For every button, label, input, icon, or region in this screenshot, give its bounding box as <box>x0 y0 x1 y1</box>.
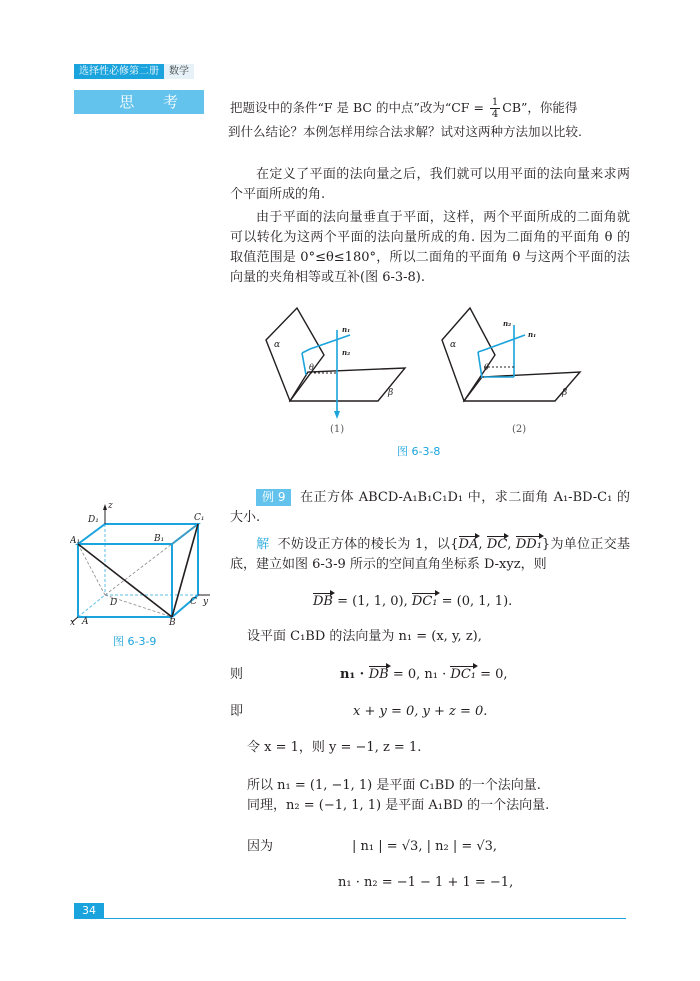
svg-text:n₁: n₁ <box>342 325 351 334</box>
svg-text:n₁: n₁ <box>528 330 537 339</box>
solve-text-b: }为单位正交基底，建立如图 6-3-9 所示的空间直角坐标系 D-xyz，则 <box>230 537 631 572</box>
svg-text:y: y <box>203 597 209 607</box>
think-line-2: 到什么结论？本例怎样用综合法求解？试对这两种方法加以比较. <box>228 124 582 139</box>
eq2-part-c: = 0, <box>476 667 508 682</box>
svg-text:D: D <box>110 598 118 608</box>
subject-label: 数学 <box>164 64 194 79</box>
paragraph-2: 由于平面的法向量垂直于平面，这样，两个平面所成的二面角就可以转化为这两个平面的法向量所成的角. 因为二面角的平面角 θ 的取值范围是 0°≤θ≤180°，所以二面角的平面角 θ 与这两个平面的法向量的夹角相等或互补(图 6-3-8). <box>230 210 630 285</box>
svg-text:n₂: n₂ <box>503 319 512 328</box>
book-header-tag <box>74 64 194 79</box>
think-label-box: 思 考 <box>74 90 204 114</box>
equation-dot-products <box>340 665 508 685</box>
normal-vector-definition: 设平面 C₁BD 的法向量为 n₁ = (x, y, z), <box>247 629 482 644</box>
paragraph-1: 在定义了平面的法向量之后，我们就可以用平面的法向量来求两个平面所成的角. <box>230 167 630 202</box>
equation-n1-dot-n2: n₁ · n₂ = −1 − 1 + 1 = −1, <box>338 875 514 890</box>
fraction-one-quarter <box>490 97 500 120</box>
plane-alpha-1 <box>266 308 324 401</box>
vector-DC1-2: DC₁ <box>450 665 476 685</box>
svg-text:α: α <box>274 340 281 350</box>
think-question <box>230 92 630 140</box>
eq1-part-b: = (0, 1, 1). <box>437 594 513 609</box>
ie-label: 即 <box>230 704 244 719</box>
volume-label: 选择性必修第二册 <box>74 64 164 79</box>
n1-result-line: 所以 n₁ = (1, −1, 1) 是平面 C₁BD 的一个法向量. <box>247 778 541 793</box>
let-x-line: 令 x = 1，则 y = −1, z = 1. <box>247 740 422 755</box>
vector-DB: DB <box>313 592 333 612</box>
svg-text:x: x <box>70 618 76 625</box>
think-line-1 <box>230 92 630 124</box>
eq2-part-a: n₁ · <box>340 667 369 682</box>
figure-6-3-9-cube <box>70 500 210 625</box>
solve-label: 解 <box>256 537 270 552</box>
fraction-numerator: 1 <box>491 97 499 108</box>
vector-DC: DC <box>487 535 507 555</box>
figure-6-3-9-caption: 图 6-3-9 <box>113 635 157 648</box>
equation-linear-system: x + y = 0, y + z = 0. <box>353 704 488 719</box>
figure-6-3-8-sub-1: (1) <box>330 424 345 435</box>
diagram-1 <box>266 308 405 401</box>
footer-rule <box>104 918 626 919</box>
svg-text:θ: θ <box>484 363 489 372</box>
svg-text:β: β <box>388 388 394 398</box>
svg-text:B₁: B₁ <box>154 534 165 544</box>
vector-DC1: DC₁ <box>412 592 438 612</box>
svg-text:B: B <box>169 618 176 625</box>
svg-text:A₁: A₁ <box>70 536 81 546</box>
then-label: 则 <box>230 667 244 682</box>
svg-text:n₂: n₂ <box>342 348 351 357</box>
eq2-part-b: = 0, n₁ · <box>388 667 451 682</box>
solve-text-a: 不妨设正方体的棱长为 1，以{ <box>277 537 459 552</box>
vector-DD1: DD₁ <box>516 535 542 555</box>
figure-6-3-8-caption: 图 6-3-8 <box>397 445 441 458</box>
equation-vectors-DB-DC1 <box>313 592 512 612</box>
svg-text:C: C <box>190 597 197 607</box>
svg-text:C₁: C₁ <box>194 513 205 523</box>
svg-text:θ: θ <box>309 363 314 372</box>
example-9-problem-text: 在正方体 ABCD-A₁B₁C₁D₁ 中，求二面角 A₁-BD-C₁ 的大小. <box>230 490 630 525</box>
fraction-denominator: 4 <box>491 109 499 120</box>
svg-text:A: A <box>82 617 89 625</box>
eq1-part-a: = (1, 1, 0), <box>332 594 412 609</box>
svg-text:D₁: D₁ <box>88 515 99 525</box>
vector-DB-2: DB <box>369 665 389 685</box>
example-9-solution-intro: 解 不妨设正方体的棱长为 1，以{DA, DC, DD₁}为单位正交基底，建立如图 6-3-9 所示的空间直角坐标系 D-xyz，则 <box>230 537 631 572</box>
because-label: 因为 <box>247 839 274 854</box>
n2-result-line: 同理，n₂ = (−1, 1, 1) 是平面 A₁BD 的一个法向量. <box>247 798 550 813</box>
svg-text:α: α <box>450 340 457 350</box>
figure-6-3-8-sub-2: (2) <box>512 424 527 435</box>
svg-text:β: β <box>562 388 568 398</box>
think-line-1-part-a: 把题设中的条件“F 是 BC 的中点”改为“CF = <box>230 100 488 115</box>
figure-6-3-8-diagrams <box>250 295 630 435</box>
example-9-problem <box>230 488 630 528</box>
vector-DA: DA <box>459 535 479 555</box>
example-9-badge: 例 9 <box>256 489 291 506</box>
think-line-1-part-b: CB”，你能得 <box>502 100 578 115</box>
svg-text:z: z <box>108 501 113 511</box>
page-number: 34 <box>74 903 104 919</box>
equation-magnitudes: | n₁ | = √3, | n₂ | = √3, <box>352 839 498 854</box>
